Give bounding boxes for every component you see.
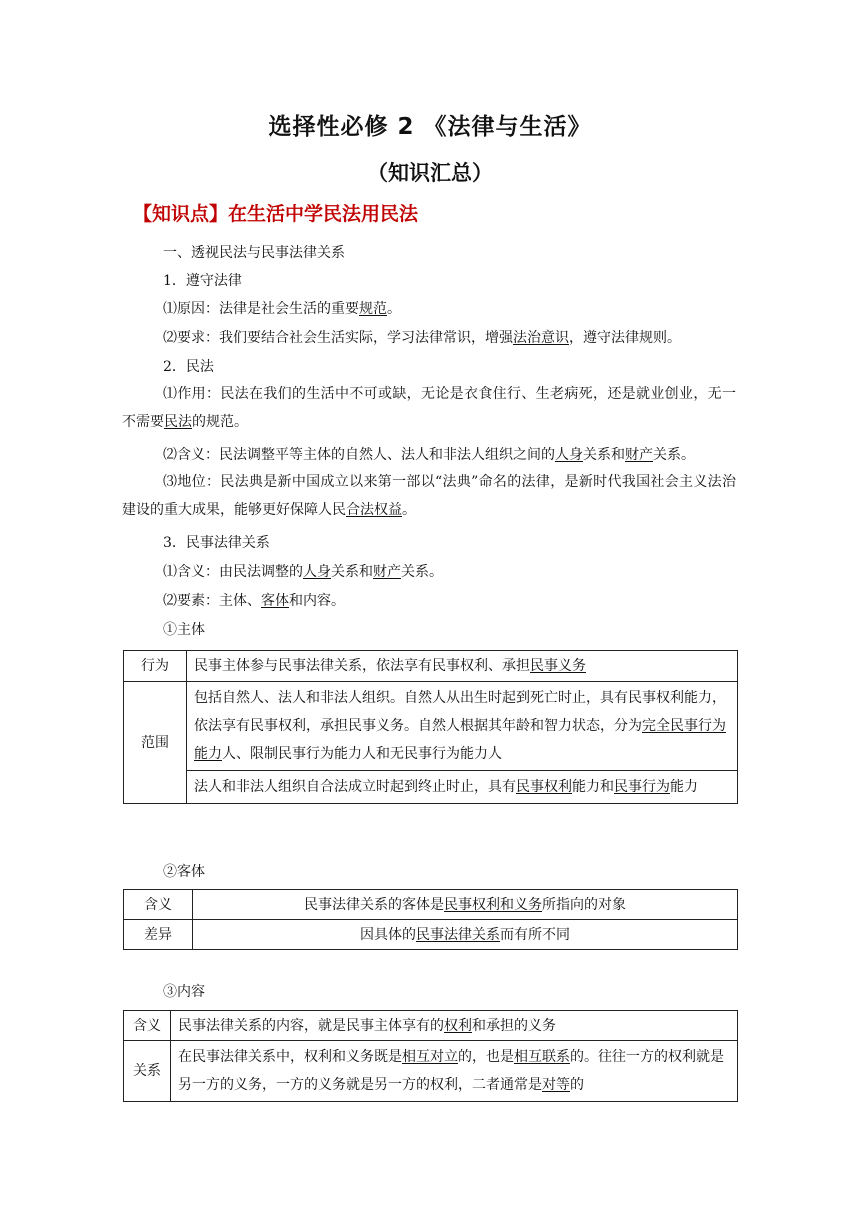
content-table xyxy=(123,1010,738,1102)
paragraph-reason: ⑴原因：法律是社会生活的重要规范。 xyxy=(163,301,401,317)
table-row-header: 含义 xyxy=(124,1011,171,1041)
object-label: ②客体 xyxy=(163,864,205,880)
table-row-header: 行为 xyxy=(124,651,187,682)
object-table xyxy=(123,889,738,950)
table-cell: 法人和非法人组织自合法成立时起到终止时止，具有民事权利能力和民事行为能力 xyxy=(187,771,738,804)
subheading-abide-law: 1．遵守法律 xyxy=(163,273,242,289)
subject-label: ①主体 xyxy=(163,622,205,638)
content-label: ③内容 xyxy=(163,984,205,1000)
table-row xyxy=(124,771,738,804)
table-cell: 民事主体参与民事法律关系，依法享有民事权利、承担民事义务 xyxy=(187,651,738,682)
table-cell: 在民事法律关系中，权利和义务既是相互对立的，也是相互联系的。往往一方的权利就是另一方的义务，一方的义务就是另一方的权利，二者通常是对等的 xyxy=(171,1041,738,1102)
subheading-civil-legal-relations: 3．民事法律关系 xyxy=(163,535,270,551)
paragraph-elements: ⑵要素：主体、客体和内容。 xyxy=(163,593,345,609)
document-title: 选择性必修 2 《法律与生活》 xyxy=(268,114,592,140)
subject-table xyxy=(123,650,738,804)
section-heading: 一、透视民法与民事法律关系 xyxy=(163,245,345,261)
table-row xyxy=(124,890,738,920)
table-cell: 包括自然人、法人和非法人组织。自然人从出生时起到死亡时止，具有民事权利能力，依法享有民事权利，承担民事义务。自然人根据其年龄和智力状态，分为完全民事行为能力人、限制民事行为能力人和无民事行为能力人 xyxy=(187,682,738,771)
table-row-header: 差异 xyxy=(124,920,193,950)
paragraph-status: ⑶地位：民法典是新中国成立以来第一部以“法典”命名的法律，是新时代我国社会主义法治建设的重大成果，能够更好保障人民合法权益。 xyxy=(122,474,736,518)
table-row xyxy=(124,682,738,771)
table-row xyxy=(124,920,738,950)
table-cell: 民事法律关系的内容，就是民事主体享有的权利和承担的义务 xyxy=(171,1011,738,1041)
table-cell: 民事法律关系的客体是民事权利和义务所指向的对象 xyxy=(193,890,738,920)
paragraph-requirement: ⑵要求：我们要结合社会生活实际，学习法律常识，增强法治意识，遵守法律规则。 xyxy=(163,330,681,346)
table-row xyxy=(124,651,738,682)
subheading-civil-law: 2．民法 xyxy=(163,359,214,375)
table-row-header: 含义 xyxy=(124,890,193,920)
document-subtitle: （知识汇总） xyxy=(367,161,493,185)
table-cell: 因具体的民事法律关系而有所不同 xyxy=(193,920,738,950)
table-row xyxy=(124,1041,738,1102)
table-row-header: 范围 xyxy=(124,682,187,804)
table-row xyxy=(124,1011,738,1041)
knowledge-point-heading: 【知识点】在生活中学民法用民法 xyxy=(133,203,419,225)
paragraph-role: ⑴作用：民法在我们的生活中不可或缺，无论是衣食住行、生老病死，还是就业创业，无一不需要民法的规范。 xyxy=(122,386,736,430)
table-row-header: 关系 xyxy=(124,1041,171,1102)
paragraph-relation-meaning: ⑴含义：由民法调整的人身关系和财产关系。 xyxy=(163,564,443,580)
paragraph-meaning: ⑵含义：民法调整平等主体的自然人、法人和非法人组织之间的人身关系和财产关系。 xyxy=(163,447,695,463)
